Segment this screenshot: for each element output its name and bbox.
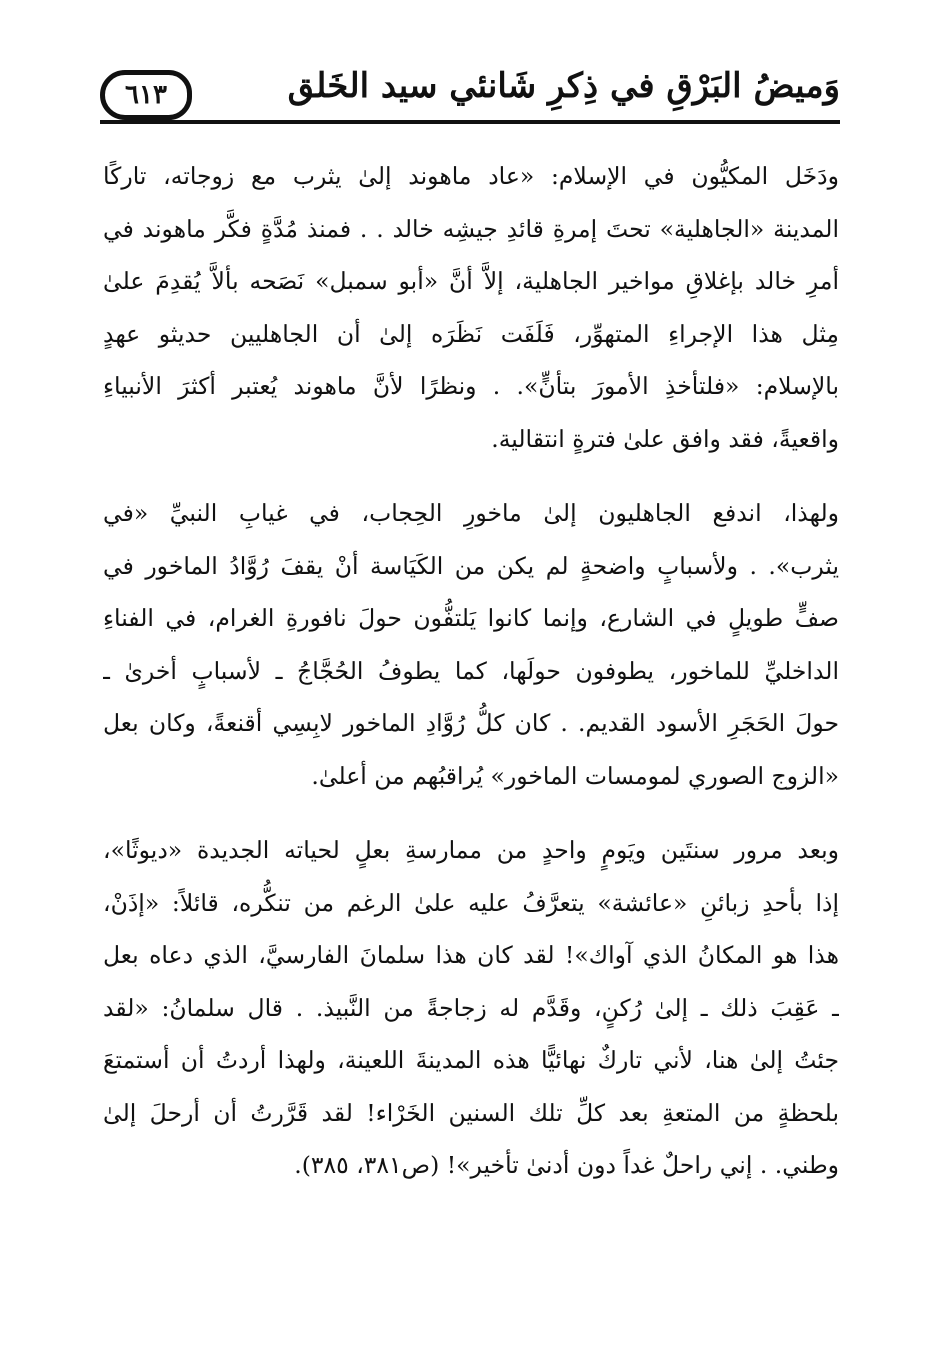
text-line: صفٍّ طويلٍ في الشارع، وإنما كانوا يَلتفُّون حولَ نافورةِ الغرام، في الفناءِ	[103, 604, 839, 632]
paragraph-1	[103, 150, 839, 465]
header-divider	[100, 120, 840, 124]
text-line: هذا هو المكانُ الذي آواك»! لقد كان هذا سلمانَ الفارسيَّ، الذي دعاه بعل	[103, 941, 839, 969]
text-line: أمرِ خالد بإغلاقِ مواخير الجاهلية، إلاَّ أنَّ «أبو سمبل» نَصَحه بألاَّ يُقدِمَ علىٰ	[103, 267, 839, 295]
page-number: ٦١٣	[125, 80, 167, 110]
running-title: وَميضُ البَرْقِ في ذِكرِ شَانئي سيد الخَلق	[287, 66, 840, 106]
page-header	[100, 62, 840, 124]
text-line: إذا بأحدِ زبائنِ «عائشة» يتعرَّفُ عليه علىٰ الرغم من تنكُّره، قائلاً: «إذَنْ،	[103, 888, 839, 917]
text-line: ـ عَقِبَ ذلك ـ إلىٰ رُكنٍ، وقَدَّم له زجاجةً من النَّبيذ. . قال سلمانُ: «لقد	[103, 993, 839, 1022]
page-number-badge	[100, 70, 192, 120]
text-line: يثرب». . ولأسبابٍ واضحةٍ لم يكن من الكَيَاسة أنْ يقفَ رُوَّادُ الماخور في	[103, 551, 839, 580]
text-line: المدينة «الجاهلية» تحتَ إمرةِ قائدِ جيشِه خالد . . فمنذ مُدَّةٍ فكَّر ماهوند في	[103, 214, 839, 243]
text-line: واقعيةً، فقد وافق علىٰ فترةٍ انتقالية.	[491, 424, 839, 453]
paragraph-3	[103, 824, 839, 1192]
text-line: مِثل هذا الإجراءِ المتهوِّر، فَلَفَت نَظَرَه إلىٰ أن الجاهليين حديثو عهدٍ	[103, 319, 839, 348]
page-body	[103, 150, 839, 1214]
text-line: بالإسلام: «فلتأخذِ الأمورَ بتأنٍّ». . ونظرًا لأنَّ ماهوند يُعتبر أكثرَ الأنبياءِ	[103, 372, 839, 400]
text-line: بلحظةٍ من المتعةِ بعد كلِّ تلك السنين الخَرْاء! لقد قَرَّرتُ أن أرحلَ إلىٰ	[103, 1098, 839, 1127]
text-line: الداخليِّ للماخور، يطوفون حولَها، كما يطوفُ الحُجَّاجُ ـ لأسبابٍ أخرىٰ ـ	[103, 656, 839, 685]
text-line: ودَخَل المكيُّون في الإسلام: «عاد ماهوند إلىٰ يثرب مع زوجاته، تاركًا	[103, 162, 839, 190]
text-line: وطني. . إني راحلٌ غداً دون أدنىٰ تأخير»! (ص٣٨١، ٣٨٥).	[294, 1151, 839, 1179]
text-line: جئتُ إلىٰ هنا، لأني تاركٌ نهائيًّا هذه المدينةَ اللعينة، ولهذا أردتُ أن أستمتعَ	[103, 1046, 839, 1074]
text-line: ولهذا، اندفع الجاهليون إلىٰ ماخورِ الحِجاب، في غيابِ النبيِّ «في	[103, 499, 839, 527]
text-line: حولَ الحَجَرِ الأسود القديم. . كان كلُّ رُوَّادِ الماخور لابِسِي أقنعةً، وكان بعل	[103, 709, 839, 737]
text-line: «الزوج الصوري لمومسات الماخور» يُراقبُهم من أعلىٰ.	[311, 761, 839, 790]
paragraph-2	[103, 487, 839, 802]
text-line: وبعد مرور سنتَين ويَومٍ واحدٍ من ممارسةِ بعلٍ لحياته الجديدة «ديوثًا»،	[103, 836, 839, 864]
